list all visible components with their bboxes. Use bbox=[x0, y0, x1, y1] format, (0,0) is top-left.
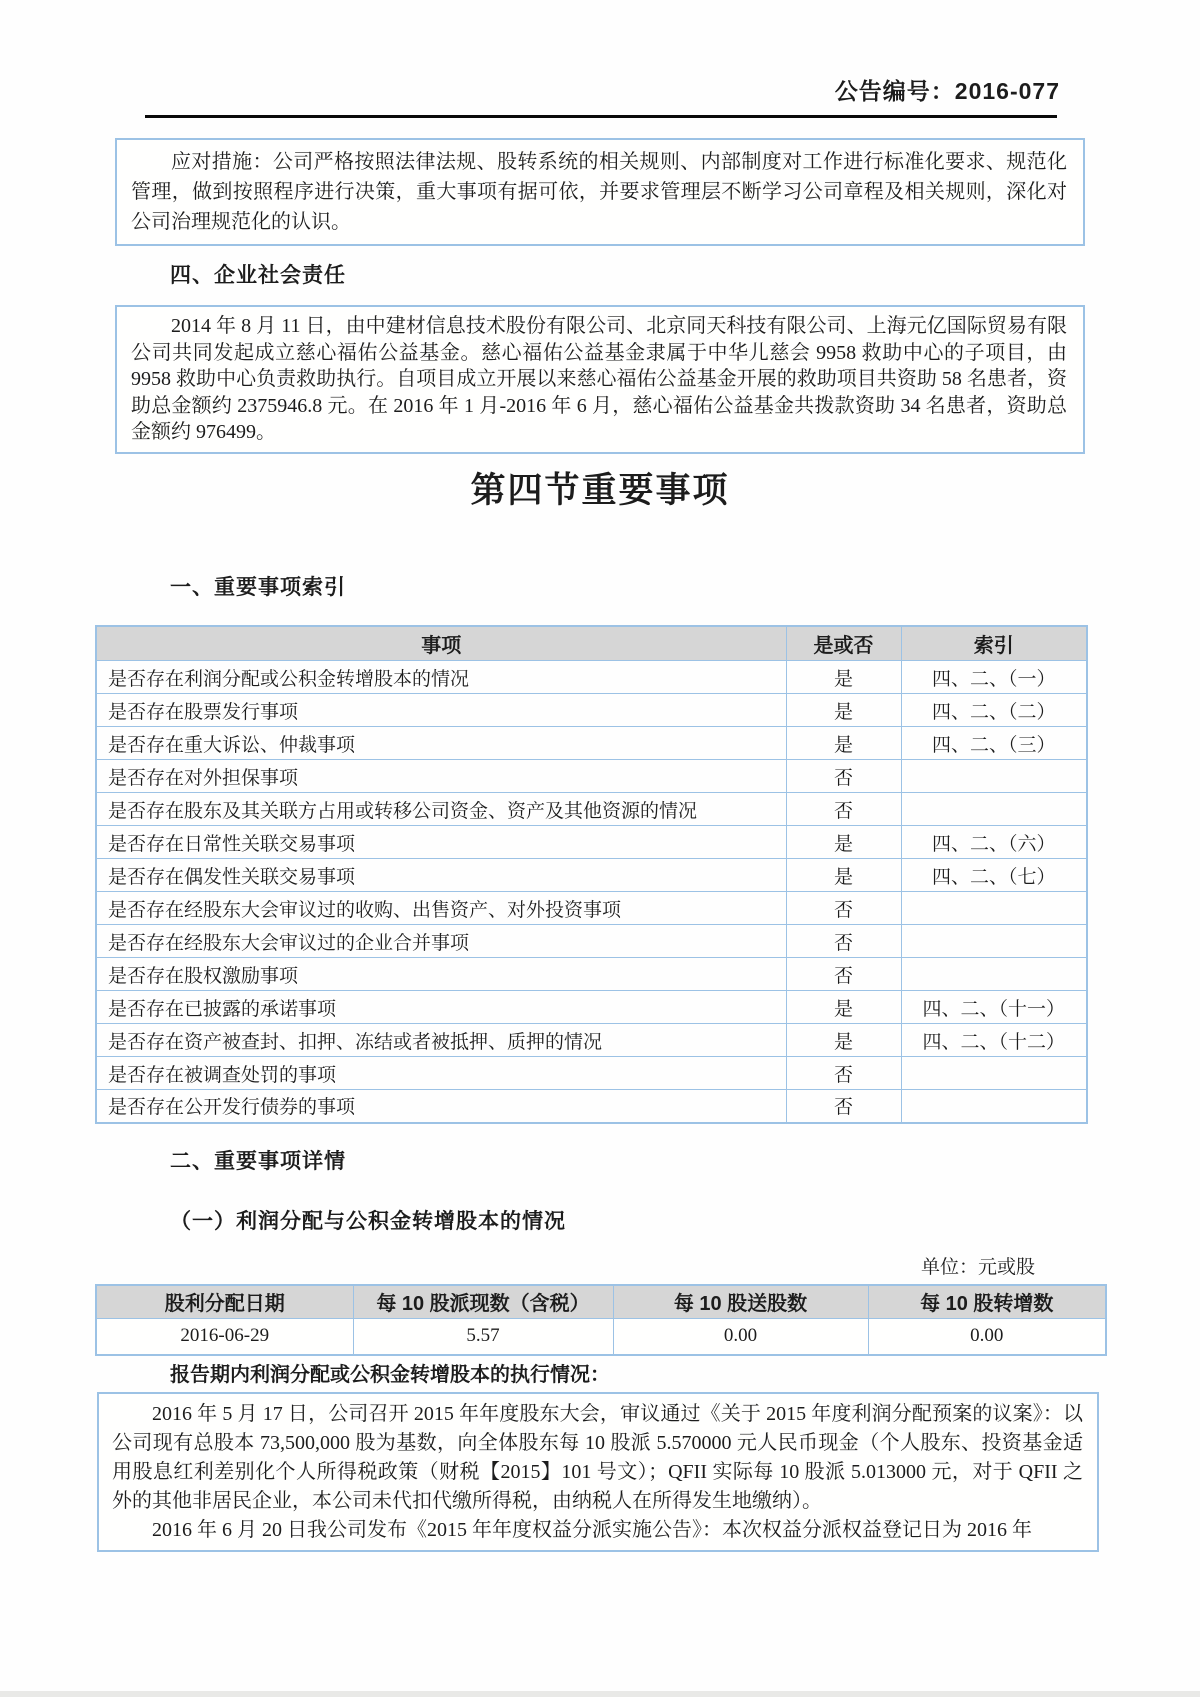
yesno-cell: 否 bbox=[786, 958, 901, 991]
yesno-cell: 是 bbox=[786, 694, 901, 727]
column-header-matter: 事项 bbox=[96, 626, 786, 661]
matter-cell: 是否存在公开发行债券的事项 bbox=[96, 1090, 786, 1123]
ref-cell bbox=[901, 958, 1087, 991]
cash-per-10-cell: 5.57 bbox=[353, 1319, 613, 1355]
dividend-distribution-table bbox=[95, 1284, 1107, 1356]
yesno-cell: 否 bbox=[786, 793, 901, 826]
table-row bbox=[96, 991, 1087, 1024]
column-header-ref: 索引 bbox=[901, 626, 1087, 661]
table-row bbox=[96, 859, 1087, 892]
execution-paragraph-2: 2016 年 6 月 20 日我公司发布《2015 年年度权益分派实施公告》：本次权益分派权益登记日为 2016 年 bbox=[152, 1518, 1032, 1541]
ref-cell bbox=[901, 925, 1087, 958]
scan-edge-strip bbox=[0, 1691, 1200, 1697]
yesno-cell: 否 bbox=[786, 925, 901, 958]
table-row bbox=[96, 826, 1087, 859]
response-measures-box bbox=[115, 138, 1085, 246]
table-header-row bbox=[96, 1285, 1106, 1319]
column-header-bonus-per-10: 每 10 股送股数 bbox=[613, 1285, 868, 1319]
column-header-dividend-date: 股利分配日期 bbox=[96, 1285, 353, 1319]
yesno-cell: 否 bbox=[786, 760, 901, 793]
ref-cell bbox=[901, 892, 1087, 925]
ref-cell: 四、二、（二） bbox=[901, 694, 1087, 727]
table-row bbox=[96, 892, 1087, 925]
table-row bbox=[96, 661, 1087, 694]
ref-cell: 四、二、（十一） bbox=[901, 991, 1087, 1024]
table-row bbox=[96, 1024, 1087, 1057]
yesno-cell: 是 bbox=[786, 991, 901, 1024]
column-header-cash-per-10: 每 10 股派现数（含税） bbox=[353, 1285, 613, 1319]
ref-cell bbox=[901, 1057, 1087, 1090]
table-row bbox=[96, 727, 1087, 760]
yesno-cell: 是 bbox=[786, 727, 901, 760]
matter-cell: 是否存在资产被查封、扣押、冻结或者被抵押、质押的情况 bbox=[96, 1024, 786, 1057]
announcement-number: 公告编号：2016-077 bbox=[834, 78, 1060, 104]
matter-cell: 是否存在股票发行事项 bbox=[96, 694, 786, 727]
matter-cell: 是否存在偶发性关联交易事项 bbox=[96, 859, 786, 892]
execution-status-heading: 报告期内利润分配或公积金转增股本的执行情况： bbox=[170, 1363, 610, 1386]
section-heading-index: 一、重要事项索引 bbox=[170, 575, 346, 599]
dividend-date-cell: 2016-06-29 bbox=[96, 1319, 353, 1355]
column-header-transfer-per-10: 每 10 股转增数 bbox=[868, 1285, 1106, 1319]
charity-fund-box bbox=[115, 305, 1085, 454]
matter-cell: 是否存在经股东大会审议过的收购、出售资产、对外投资事项 bbox=[96, 892, 786, 925]
column-header-yesno: 是或否 bbox=[786, 626, 901, 661]
section-heading-details: 二、重要事项详情 bbox=[170, 1149, 346, 1173]
matter-cell: 是否存在已披露的承诺事项 bbox=[96, 991, 786, 1024]
important-matters-index-table bbox=[95, 625, 1088, 1124]
response-measures-text: 应对措施：公司严格按照法律法规、股转系统的相关规则、内部制度对工作进行标准化要求、规范化管理，做到按照程序进行决策，重大事项有据可依，并要求管理层不断学习公司章程及相关规则，深化对公司治理规范化的认识。 bbox=[131, 151, 1067, 233]
table-row bbox=[96, 1057, 1087, 1090]
matter-cell: 是否存在被调查处罚的事项 bbox=[96, 1057, 786, 1090]
yesno-cell: 否 bbox=[786, 892, 901, 925]
table-header-row bbox=[96, 626, 1087, 661]
ref-cell: 四、二、（七） bbox=[901, 859, 1087, 892]
execution-details-box bbox=[97, 1392, 1099, 1552]
charity-fund-text: 2014 年 8 月 11 日，由中建材信息技术股份有限公司、北京同天科技有限公司、上海元亿国际贸易有限公司共同发起成立慈心福佑公益基金。慈心福佑公益基金隶属于中华儿慈会 9958 救助中心的子项目，由 9958 救助中心负责救助执行。自项目成立开展以来慈心福佑公益基金开展的救助项目共资助 58 名患者，资助总金额约 2375946.8 元。在 2016 年 1 月-2016 年 6 月，慈心福佑公益基金共拨款资助 34 名患者，资助总金额约 976499。 bbox=[131, 315, 1067, 443]
matter-cell: 是否存在股东及其关联方占用或转移公司资金、资产及其他资源的情况 bbox=[96, 793, 786, 826]
ref-cell: 四、二、（一） bbox=[901, 661, 1087, 694]
matter-cell: 是否存在利润分配或公积金转增股本的情况 bbox=[96, 661, 786, 694]
header-rule bbox=[145, 115, 1057, 118]
subsection-heading-profit-distribution: （一）利润分配与公积金转增股本的情况 bbox=[170, 1209, 566, 1233]
table-row bbox=[96, 694, 1087, 727]
ref-cell: 四、二、（十二） bbox=[901, 1024, 1087, 1057]
transfer-per-10-cell: 0.00 bbox=[868, 1319, 1106, 1355]
matter-cell: 是否存在重大诉讼、仲裁事项 bbox=[96, 727, 786, 760]
table-row bbox=[96, 958, 1087, 991]
yesno-cell: 否 bbox=[786, 1057, 901, 1090]
ref-cell bbox=[901, 793, 1087, 826]
table-row bbox=[96, 760, 1087, 793]
ref-cell: 四、二、（三） bbox=[901, 727, 1087, 760]
table-row bbox=[96, 925, 1087, 958]
table-row bbox=[96, 793, 1087, 826]
matter-cell: 是否存在对外担保事项 bbox=[96, 760, 786, 793]
yesno-cell: 是 bbox=[786, 1024, 901, 1057]
yesno-cell: 是 bbox=[786, 859, 901, 892]
unit-note: 单位：元或股 bbox=[920, 1256, 1035, 1278]
ref-cell bbox=[901, 760, 1087, 793]
yesno-cell: 是 bbox=[786, 661, 901, 694]
matter-cell: 是否存在日常性关联交易事项 bbox=[96, 826, 786, 859]
execution-paragraph-1: 2016 年 5 月 17 日，公司召开 2015 年年度股东大会，审议通过《关于 2015 年度利润分配预案的议案》：以公司现有总股本 73,500,000 股为基数，向全体股东每 10 股派 5.570000 元人民币现金（个人股东、投资基金适用股息红利差别化个人所得税政策（财税【2015】101 号文）；QFII 实际每 10 股派 5.013000 元，对于 QFII 之外的其他非居民企业，本公司未代扣代缴所得税，由纳税人在所得发生地缴纳）。 bbox=[112, 1402, 1083, 1512]
table-row bbox=[96, 1090, 1087, 1123]
matter-cell: 是否存在股权激励事项 bbox=[96, 958, 786, 991]
section-heading-social-responsibility: 四、企业社会责任 bbox=[170, 264, 346, 287]
table-row bbox=[96, 1319, 1106, 1355]
matter-cell: 是否存在经股东大会审议过的企业合并事项 bbox=[96, 925, 786, 958]
bonus-per-10-cell: 0.00 bbox=[613, 1319, 868, 1355]
ref-cell: 四、二、（六） bbox=[901, 826, 1087, 859]
ref-cell bbox=[901, 1090, 1087, 1123]
yesno-cell: 是 bbox=[786, 826, 901, 859]
chapter-title: 第四节重要事项 bbox=[470, 470, 730, 510]
yesno-cell: 否 bbox=[786, 1090, 901, 1123]
